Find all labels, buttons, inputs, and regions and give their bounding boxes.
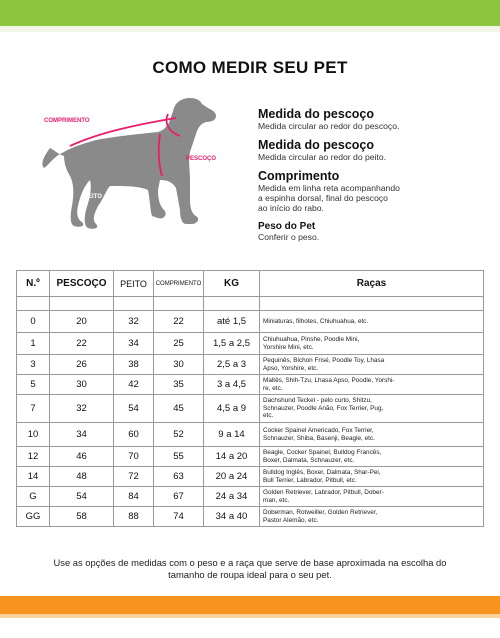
cell-peito: 34: [114, 333, 154, 355]
legend-desc: Medida circular ao redor do pescoço.: [258, 121, 400, 131]
measurement-legend: [258, 108, 494, 250]
footer-note: Use as opções de medidas com o peso e a raça que serve de base aproximada na escolha do tamanho de roupa ideal para o seu pet.: [53, 557, 447, 580]
cell-size: 5: [17, 375, 50, 395]
cell-peito: 42: [114, 375, 154, 395]
cell-comprimento: 55: [154, 447, 204, 467]
breed-line: Doberman, Rotweiller, Golden Retriever,: [263, 509, 378, 516]
cell-pescoco: 20: [50, 311, 114, 333]
header-racas: Raças: [260, 271, 484, 297]
label-pescoco: PESCOÇO: [186, 156, 217, 162]
cell-size: 14: [17, 467, 50, 487]
breed-line: Schnauzer, Poodle Anão, Fox Terrier, Pug,: [263, 404, 384, 412]
cell-size: 7: [17, 395, 50, 423]
cell-peito: 88: [114, 507, 154, 527]
label-peito: PEITO: [84, 194, 102, 200]
cell-kg: 3 a 4,5: [204, 375, 260, 395]
table-row: [17, 375, 484, 395]
cell-peito: 72: [114, 467, 154, 487]
cell-peito: 60: [114, 423, 154, 447]
cell-kg: 24 a 34: [204, 487, 260, 507]
cell-peito: 84: [114, 487, 154, 507]
cell-kg: 14 a 20: [204, 447, 260, 467]
table-row: [17, 333, 484, 355]
cell-comprimento: 63: [154, 467, 204, 487]
breed-line: etc.: [263, 412, 274, 420]
header-peito: PEITO: [114, 271, 154, 297]
cell-kg: 1,5 a 2,5: [204, 333, 260, 355]
cell-racas: [260, 375, 484, 395]
cell-pescoco: 58: [50, 507, 114, 527]
cell-pescoco: 30: [50, 375, 114, 395]
cell-comprimento: 25: [154, 333, 204, 355]
cell-pescoco: 26: [50, 355, 114, 375]
cell-racas: [260, 487, 484, 507]
legend-heading: Medida do pescoço: [258, 107, 374, 121]
cell-peito: 32: [114, 311, 154, 333]
cell-racas: [260, 355, 484, 375]
legend-desc: a espinha dorsal, final do pescoço: [258, 193, 388, 203]
cell-racas: [260, 311, 484, 333]
breed-line: man, etc.: [263, 496, 290, 504]
page-title: COMO MEDIR SEU PET: [152, 58, 348, 77]
table-row: [17, 311, 484, 333]
cell-racas: [260, 423, 484, 447]
table-row: [17, 507, 484, 527]
table-row: [17, 487, 484, 507]
cell-kg: 9 a 14: [204, 423, 260, 447]
cell-size: 12: [17, 447, 50, 467]
cell-comprimento: 52: [154, 423, 204, 447]
header-n: N.º: [17, 271, 50, 297]
legend-neck: [258, 108, 494, 131]
cell-pescoco: 54: [50, 487, 114, 507]
cell-comprimento: 22: [154, 311, 204, 333]
legend-weight: [258, 221, 494, 242]
cell-size: 3: [17, 355, 50, 375]
cell-racas: [260, 395, 484, 423]
header-comprimento: COMPRIMENTO: [154, 271, 204, 297]
cell-pescoco: 46: [50, 447, 114, 467]
top-band-accent: [0, 26, 500, 32]
bottom-color-band: [0, 596, 500, 614]
legend-heading: Peso do Pet: [258, 221, 316, 232]
legend-desc: Medida circular ao redor do peito.: [258, 152, 387, 162]
cell-kg: até 1,5: [204, 311, 260, 333]
breed-line: Yorshire Mini, etc.: [263, 343, 314, 351]
cell-peito: 54: [114, 395, 154, 423]
cell-racas: [260, 333, 484, 355]
table-row: [17, 467, 484, 487]
cell-pescoco: 22: [50, 333, 114, 355]
legend-desc: Conferir o peso.: [258, 232, 320, 242]
cell-peito: 70: [114, 447, 154, 467]
size-table: [16, 270, 484, 527]
breed-line: Bull Terrier, Labrador, Pitbull, etc.: [263, 476, 357, 484]
top-color-band: [0, 0, 500, 26]
breed-line: Maltês, Shih-Tzu, Lhasa Apso, Poodle, Yorshi-: [263, 377, 395, 384]
legend-heading: Comprimento: [258, 169, 340, 183]
breed-line: Beagle, Cocker Spainel, Bulldog Francês,: [263, 449, 382, 456]
cell-comprimento: 45: [154, 395, 204, 423]
cell-racas: [260, 447, 484, 467]
cell-size: G: [17, 487, 50, 507]
breed-line: re, etc.: [263, 384, 283, 392]
cell-kg: 4,5 a 9: [204, 395, 260, 423]
breed-line: Boxer, Dalmata, Schnauzer, etc.: [263, 456, 355, 464]
legend-desc: Medida em linha reta acompanhando: [258, 183, 400, 193]
cell-peito: 38: [114, 355, 154, 375]
cell-comprimento: 30: [154, 355, 204, 375]
cell-kg: 2,5 a 3: [204, 355, 260, 375]
cell-comprimento: 74: [154, 507, 204, 527]
header-pescoco: PESCOÇO: [50, 271, 114, 297]
table-row: [17, 395, 484, 423]
table-header-row: [17, 271, 484, 297]
breed-line: Chiuhuahua, Pinshe, Poodle Mini,: [263, 336, 360, 343]
cell-pescoco: 32: [50, 395, 114, 423]
label-comprimento: COMPRIMENTO: [44, 118, 90, 124]
cell-racas: [260, 507, 484, 527]
legend-chest: [258, 139, 494, 162]
cell-size: GG: [17, 507, 50, 527]
breed-line: Apso, Yorshire, etc.: [263, 364, 319, 372]
cell-racas: [260, 467, 484, 487]
breed-line: Schnauzer, Shiba, Basenji, Beagle, etc.: [263, 434, 375, 442]
cell-pescoco: 48: [50, 467, 114, 487]
breed-line: Pastor Alemão, etc.: [263, 516, 319, 524]
cell-comprimento: 67: [154, 487, 204, 507]
dog-diagram: [40, 90, 250, 260]
cell-size: 10: [17, 423, 50, 447]
cell-size: 1: [17, 333, 50, 355]
cell-size: 0: [17, 311, 50, 333]
legend-length: [258, 170, 494, 213]
legend-heading: Medida do pescoço: [258, 138, 374, 152]
breed-line: Cocker Spainel Americado, Fox Terrier,: [263, 427, 374, 434]
cell-kg: 34 a 40: [204, 507, 260, 527]
breed-line: Dachshund Teckel - pelo curto, Shitzu,: [263, 397, 372, 405]
breed-line: Pequinês, Bichon Frisé, Poodle Toy, Lhasa: [263, 357, 385, 364]
bottom-band-accent: [0, 614, 500, 618]
legend-desc: ao início do rabo.: [258, 203, 324, 213]
breed-line: Golden Retriever, Labrador, Pitbull, Dober-: [263, 489, 384, 496]
table-row: [17, 423, 484, 447]
table-row: [17, 447, 484, 467]
breed-line: Miniaturas, filhotes, Chiuhuahua, etc.: [263, 317, 369, 325]
cell-kg: 20 a 24: [204, 467, 260, 487]
cell-comprimento: 35: [154, 375, 204, 395]
cell-pescoco: 34: [50, 423, 114, 447]
table-row: [17, 355, 484, 375]
breed-line: Bulldog Inglês, Boxer, Dalmata, Shar-Pei,: [263, 469, 381, 476]
table-spacer-row: [17, 297, 484, 311]
header-kg: KG: [204, 271, 260, 297]
